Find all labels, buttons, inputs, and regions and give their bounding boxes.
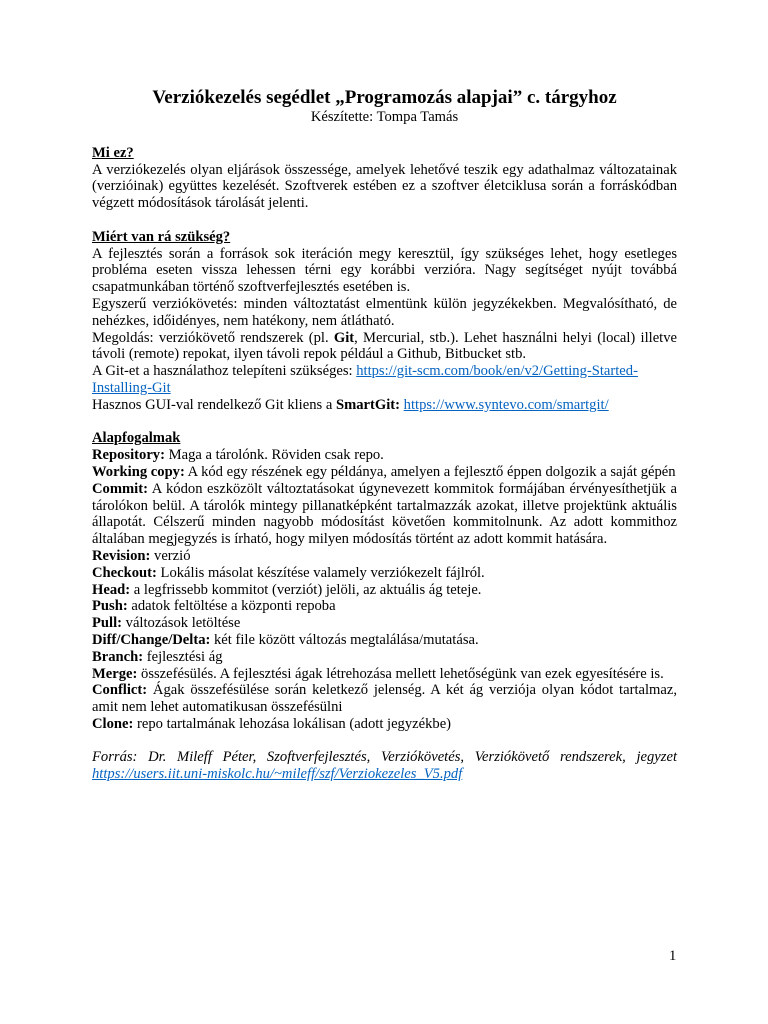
term-definition: Maga a tárolónk. Röviden csak repo. bbox=[164, 447, 384, 464]
git-install-link[interactable]: https://git-scm.com/book/en/v2/Getting-Started-Installing-Git bbox=[92, 363, 638, 396]
term-definition: A kód egy részének egy példánya, amelyen a fejlesztő éppen dolgozik a saját gépén bbox=[184, 463, 676, 480]
term-definition: verzió bbox=[150, 547, 191, 564]
term-label: Clone: bbox=[92, 715, 134, 732]
section-heading-miert: Miért van rá szükség? bbox=[92, 228, 231, 245]
term-item bbox=[92, 666, 677, 683]
paragraph-fejlesztes: A fejlesztés során a források sok iteráción megy keresztül, így szükséges lehet, hogy esetleges probléma eseten vissza lehessen térni egy korábbi verzióra. Nagy segítséget nyújt továbbá csapatmunkában történő szoftverfejlesztés esetében is. bbox=[92, 245, 677, 296]
term-label: Push: bbox=[92, 598, 128, 615]
term-item bbox=[92, 582, 677, 599]
term-label: Repository: bbox=[92, 447, 165, 464]
page-number: 1 bbox=[669, 948, 677, 964]
term-definition: összefésülés. A fejlesztési ágak létrehozása mellett lehetőségünk van ezek egyesítésére is. bbox=[137, 665, 664, 682]
term-definition: a legfrissebb kommitot (verziót) jelöli, az aktuális ág teteje. bbox=[130, 581, 482, 598]
smartgit-link[interactable]: https://www.syntevo.com/smartgit/ bbox=[403, 396, 609, 413]
term-item bbox=[92, 565, 677, 582]
term-item bbox=[92, 447, 677, 464]
term-label: Branch: bbox=[92, 648, 144, 665]
source-citation: Forrás: Dr. Mileff Péter, Szoftverfejlesztés, Verziókövetés, Verziókövető rendszerek, jegyzet https://users.iit.uni-miskolc.hu/~mileff/szf/Verziokezeles_V5.pdf bbox=[92, 749, 677, 783]
term-label: Revision: bbox=[92, 547, 151, 564]
document-page bbox=[92, 87, 677, 783]
term-definition: két file között változás megtalálása/mutatása. bbox=[210, 631, 479, 648]
paragraph-git-install: A Git-et a használathoz telepíteni szükséges: https://git-scm.com/book/en/v2/Getting-Started-Installing-Git bbox=[92, 363, 638, 396]
term-item bbox=[92, 481, 677, 548]
term-label: Working copy: bbox=[92, 463, 185, 480]
term-item bbox=[92, 548, 677, 565]
term-item bbox=[92, 632, 677, 649]
term-item bbox=[92, 716, 677, 733]
git-bold: Git bbox=[333, 329, 355, 346]
term-item bbox=[92, 682, 677, 716]
section-heading-alapfogalmak: Alapfogalmak bbox=[92, 430, 181, 447]
smartgit-bold: SmartGit: bbox=[335, 396, 401, 413]
source-link[interactable]: https://users.iit.uni-miskolc.hu/~mileff/szf/Verziokezeles_V5.pdf bbox=[92, 766, 463, 783]
term-label: Merge: bbox=[92, 665, 138, 682]
term-label: Conflict: bbox=[92, 682, 148, 699]
term-definition: adatok feltöltése a központi repoba bbox=[127, 598, 336, 615]
term-item bbox=[92, 649, 677, 666]
terms-list bbox=[92, 447, 677, 733]
paragraph-smartgit: Hasznos GUI-val rendelkező Git kliens a SmartGit: https://www.syntevo.com/smartgit/ bbox=[92, 396, 609, 413]
term-definition: változások letöltése bbox=[122, 615, 241, 632]
term-definition: A kódon eszközölt változtatásokat úgynevezett kommitok formájában érvényesíthetjük a tárolókon belül. A tárolók mintegy pillanatképként tartalmazzák azokat, illetve projektünk aktuális állapotát. Célszerű minden nagyobb módosítást követően kommitolnunk. Az adott kommithoz általában megjegyzés is írható, hogy milyen módosítás történt az adott kommit hatására. bbox=[92, 480, 677, 548]
term-definition: Ágak összefésülése során keletkező jelenség. A két ág verziója olyan kódot tartalmaz, amit nem lehet automatikusan összefésülni bbox=[92, 682, 677, 716]
document-author: Készítette: Tompa Tamás bbox=[310, 109, 459, 125]
paragraph-egyszeru-verziokovetes: Egyszerű verziókövetés: minden változtatást elmentünk külön jegyzékekben. Megvalósítható, de nehézkes, időidényes, nem hatékony, nem átlátható. bbox=[92, 295, 677, 329]
term-label: Checkout: bbox=[92, 564, 157, 581]
term-label: Commit: bbox=[92, 480, 148, 497]
section-heading-mi-ez: Mi ez? bbox=[92, 144, 134, 161]
term-item bbox=[92, 615, 677, 632]
term-label: Diff/Change/Delta: bbox=[92, 631, 211, 648]
term-definition: Lokális másolat készítése valamely verziókezelt fájlról. bbox=[156, 564, 485, 581]
document-title: Verziókezelés segédlet „Programozás alapjai” c. tárgyhoz bbox=[152, 87, 617, 108]
section-text-mi-ez: A verziókezelés olyan eljárások összessége, amelyek lehetővé teszik egy adathalmaz változatainak (verzióinak) együttes kezelését. Szoftverek estében ez a szoftver életciklusa során a forráskódban végzett módosítások tárolását jelenti. bbox=[92, 161, 677, 212]
term-item bbox=[92, 598, 677, 615]
term-label: Pull: bbox=[92, 615, 122, 632]
term-item bbox=[92, 464, 677, 481]
term-label: Head: bbox=[92, 581, 131, 598]
term-definition: fejlesztési ág bbox=[143, 648, 223, 665]
paragraph-megoldas: Megoldás: verziókövető rendszerek (pl. Git, Mercurial, stb.). Lehet használni helyi (local) illetve távoli (remote) repokat, ilyen távoli repok például a Github, Bitbucket stb. bbox=[92, 329, 678, 363]
term-definition: repo tartalmának lehozása lokálisan (adott jegyzékbe) bbox=[133, 715, 452, 732]
